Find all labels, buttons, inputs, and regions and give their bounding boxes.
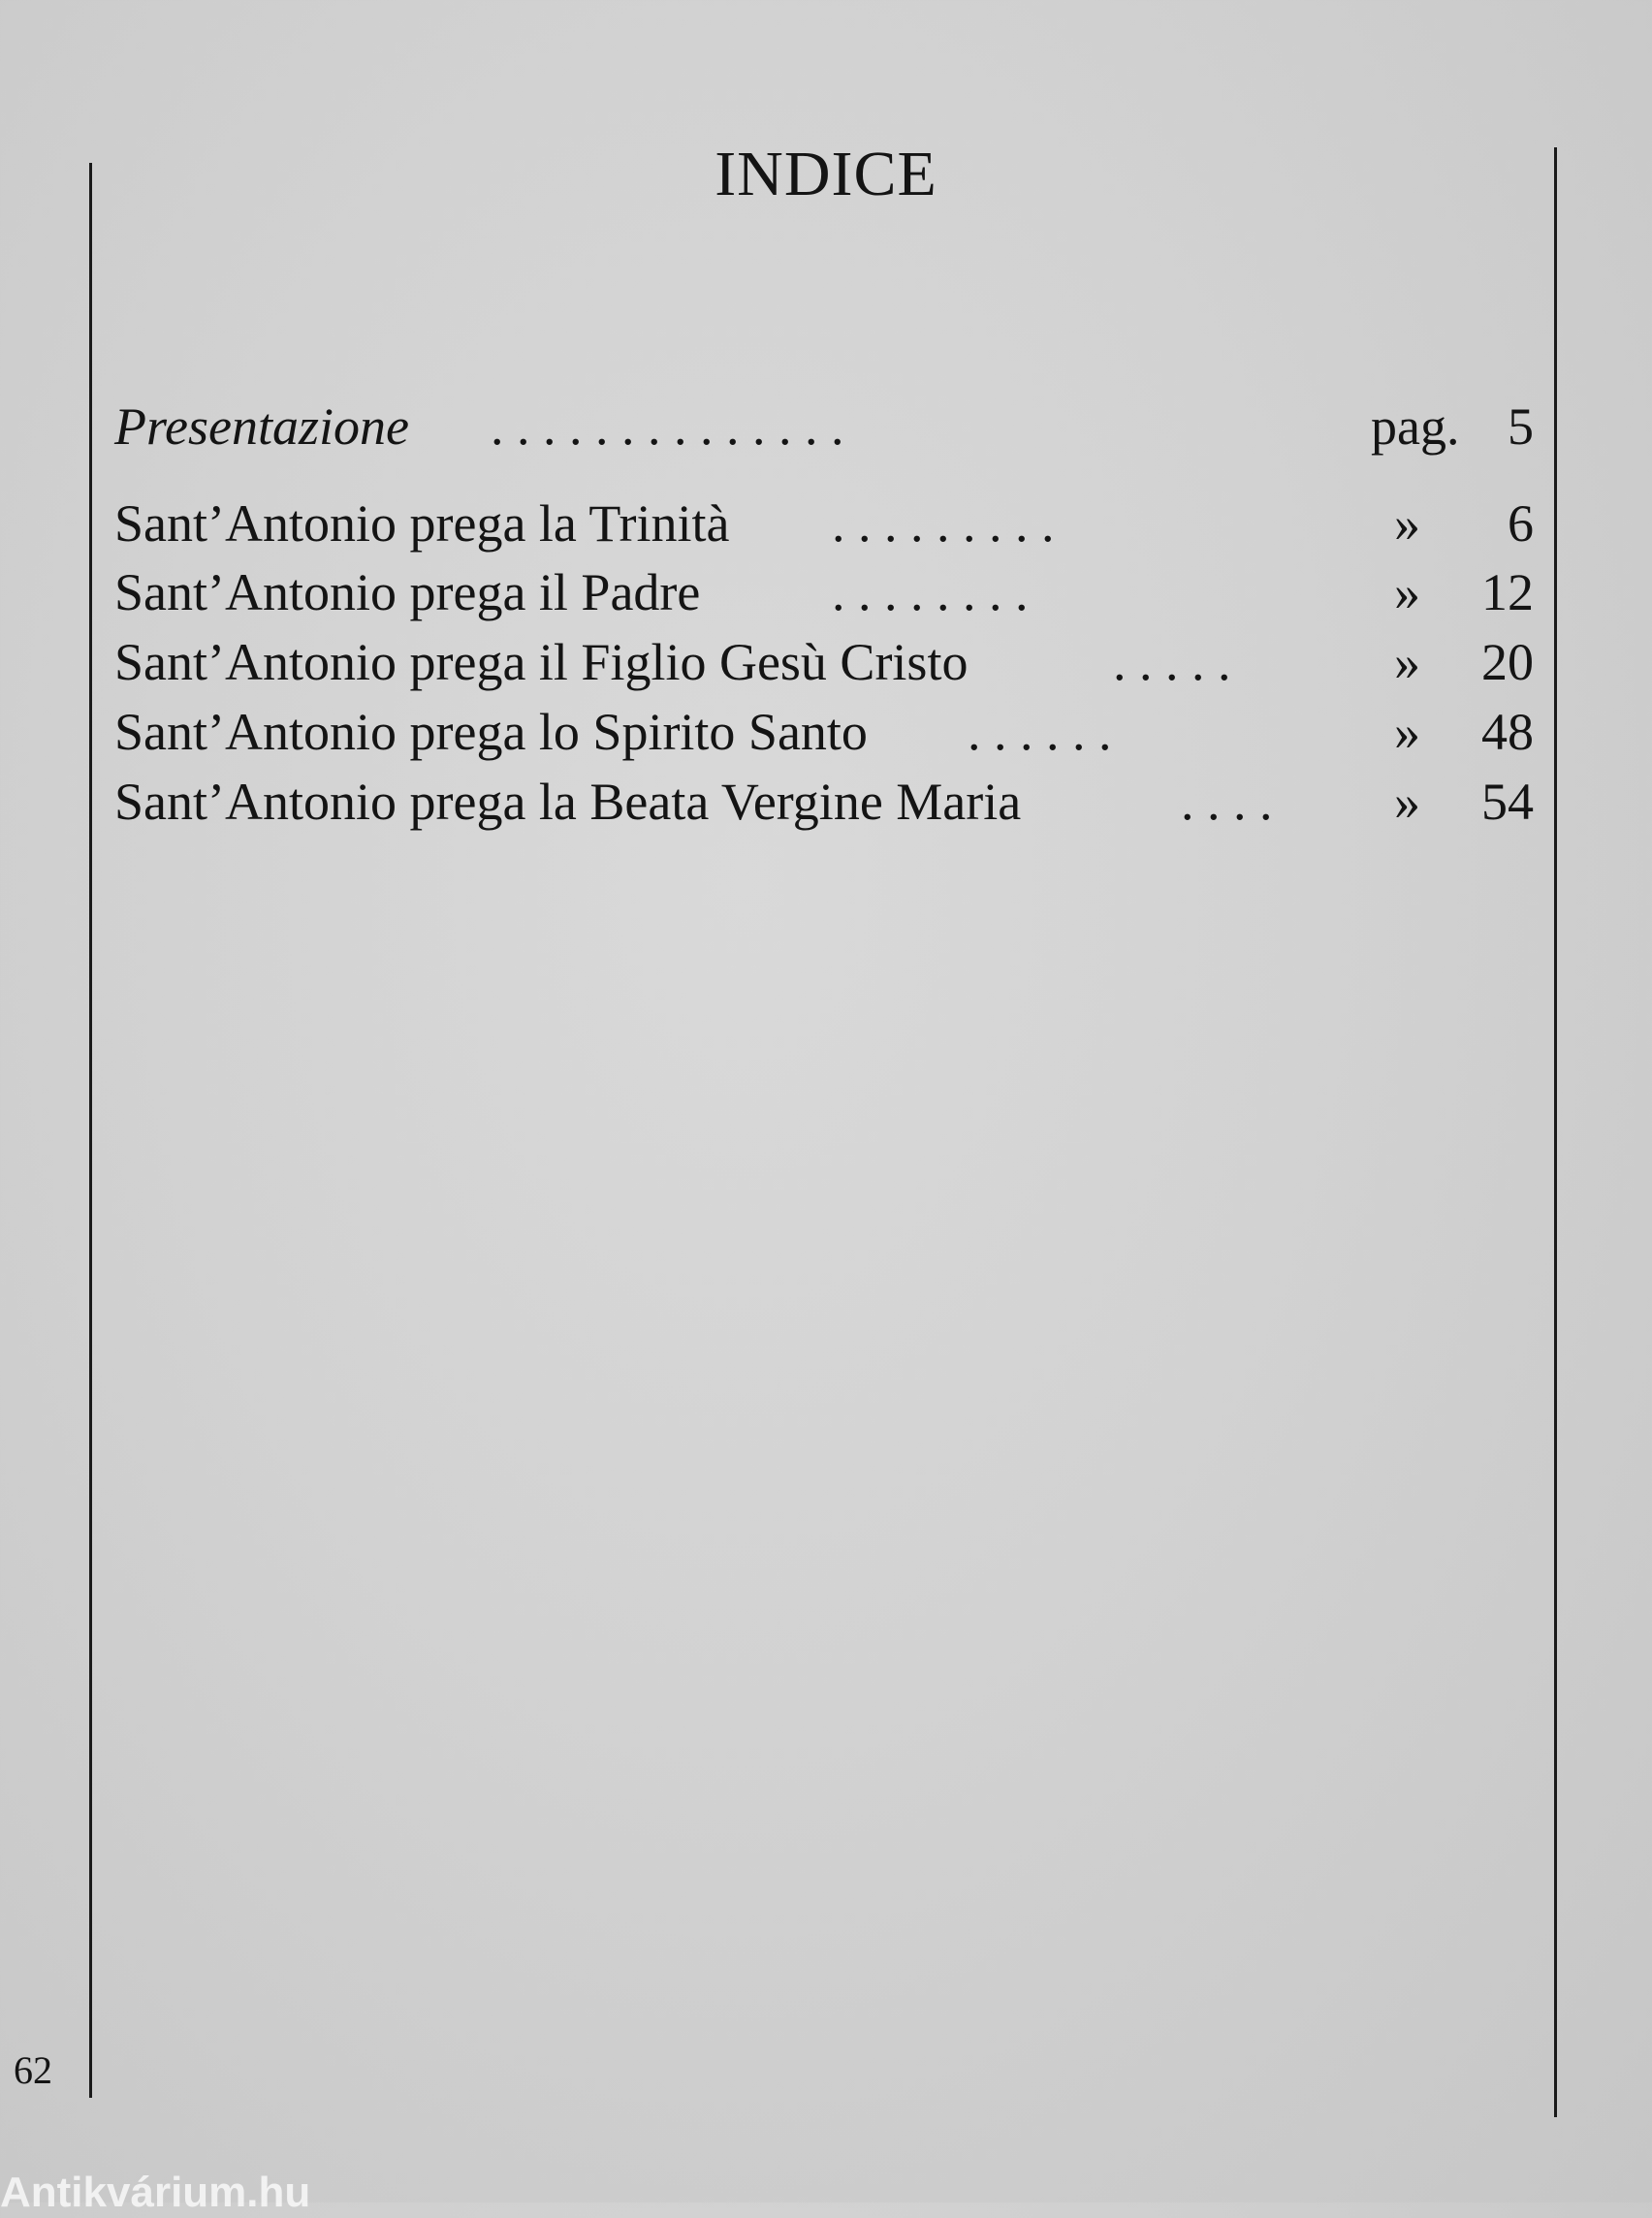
page-number: 62: [14, 2048, 52, 2092]
toc-row-intro[interactable]: [114, 393, 1534, 460]
toc-dot-leader: . . . . . . . . .: [832, 494, 1055, 553]
right-margin-rule: [1554, 147, 1557, 2117]
toc-row[interactable]: [114, 698, 1534, 766]
toc-dot-leader: . . . .: [1181, 773, 1273, 831]
toc-dot-leader: . . . . . .: [968, 703, 1112, 761]
toc-page-number: 20: [1481, 633, 1534, 691]
toc-page-number: 12: [1481, 563, 1534, 621]
toc-page-prefix: pag.: [1371, 397, 1460, 456]
page-title: INDICE: [715, 139, 937, 209]
toc-entry-title: Sant’Antonio prega lo Spirito Santo: [114, 703, 868, 761]
toc-row[interactable]: [114, 558, 1534, 626]
watermark: Antikvárium.hu: [0, 2169, 311, 2216]
left-margin-rule: [89, 163, 92, 2098]
toc-page-number: 48: [1481, 703, 1534, 761]
toc-entry-title: Sant’Antonio prega il Figlio Gesù Cristo: [114, 633, 969, 691]
toc-ditto-marker: »: [1394, 773, 1420, 831]
toc-dot-leader: . . . . . . . .: [832, 563, 1029, 621]
toc-ditto-marker: »: [1394, 563, 1420, 621]
toc-page-number: 5: [1508, 397, 1534, 456]
toc-entry-title: Sant’Antonio prega il Padre: [114, 563, 701, 621]
toc-dot-leader: . . . . .: [1113, 633, 1231, 691]
toc-ditto-marker: »: [1394, 703, 1420, 761]
toc-row[interactable]: [114, 628, 1534, 696]
toc-dot-leader: . . . . . . . . . . . . . .: [491, 397, 844, 456]
toc-page-number: 6: [1508, 494, 1534, 553]
toc-ditto-marker: »: [1394, 494, 1420, 553]
toc-page-number: 54: [1481, 773, 1534, 831]
toc-entry-title: Sant’Antonio prega la Trinità: [114, 494, 730, 553]
toc-ditto-marker: »: [1394, 633, 1420, 691]
toc-entry-title: Presentazione: [114, 397, 409, 456]
toc-row[interactable]: [114, 490, 1534, 557]
toc-entry-title: Sant’Antonio prega la Beata Vergine Maria: [114, 773, 1022, 831]
toc-row[interactable]: [114, 768, 1534, 836]
